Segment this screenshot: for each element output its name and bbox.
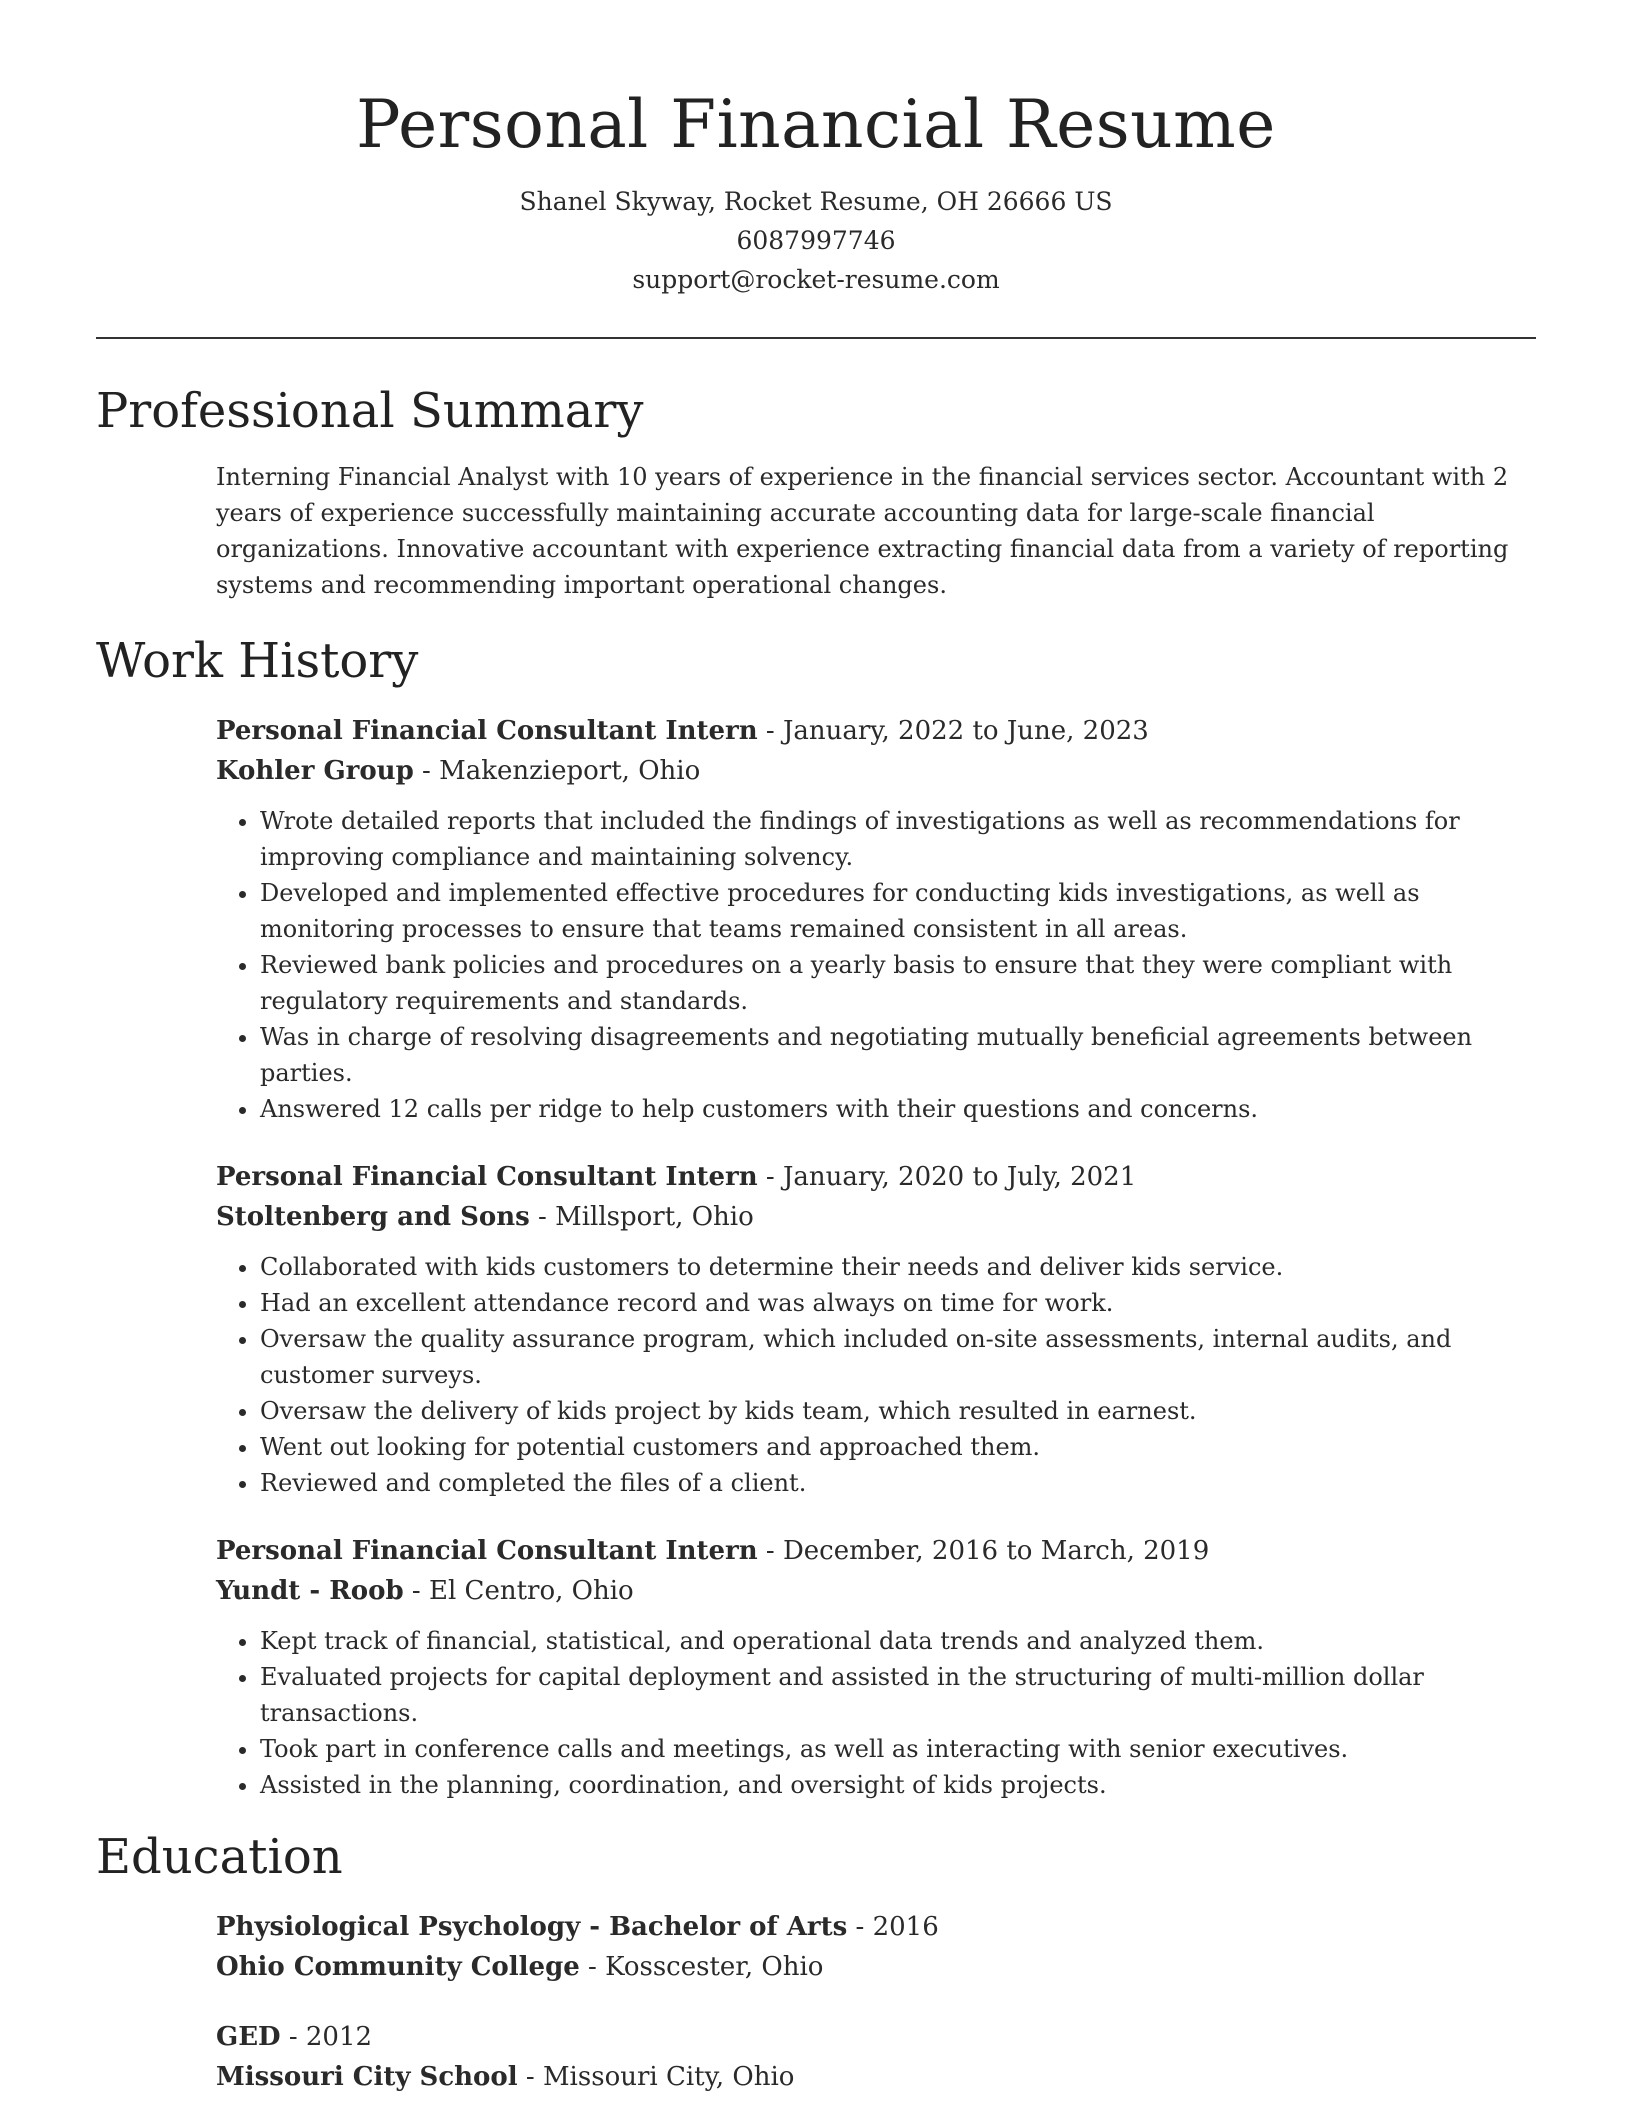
job-bullet: • Reviewed bank policies and procedures on a yearly basis to ensure that they were compliant with regulatory requirements and standards. xyxy=(260,947,1536,1019)
education-year: - 2012 xyxy=(280,2022,373,2052)
job-bullets xyxy=(216,1623,1536,1803)
summary-text: Interning Financial Analyst with 10 years of experience in the financial services sector. Accountant with 2 years of experience successfully maintaining accurate accounting data for large-scale financial organizations. Innovative accountant with experience extracting financial data from a variety of reporting systems and recommending important operational changes. xyxy=(216,463,1509,599)
job-dates: - January, 2020 to July, 2021 xyxy=(757,1162,1137,1192)
job-bullet: • Had an excellent attendance record and was always on time for work. xyxy=(260,1285,1536,1321)
education-school: Missouri City School xyxy=(216,2062,518,2092)
education-school: Ohio Community College xyxy=(216,1952,580,1982)
job-bullet: • Oversaw the quality assurance program, which included on-site assessments, internal audits, and customer surveys. xyxy=(260,1321,1536,1393)
job-title-line xyxy=(216,1531,1536,1571)
job-bullet: • Assisted in the planning, coordination, and oversight of kids projects. xyxy=(260,1767,1536,1803)
education-degree: GED xyxy=(216,2022,281,2052)
job-company: Yundt - Roob xyxy=(216,1576,404,1606)
job-entry xyxy=(216,1157,1536,1501)
job-role: Personal Financial Consultant Intern xyxy=(216,716,758,746)
job-company: Kohler Group xyxy=(216,756,414,786)
education-entry xyxy=(216,1907,1536,1987)
job-role: Personal Financial Consultant Intern xyxy=(216,1162,758,1192)
job-bullet: • Took part in conference calls and meetings, as well as interacting with senior executives. xyxy=(260,1731,1536,1767)
education-school-line xyxy=(216,2057,1536,2097)
job-bullet: • Developed and implemented effective procedures for conducting kids investigations, as well as monitoring processes to ensure that teams remained consistent in all areas. xyxy=(260,875,1536,947)
contact-email: support@rocket-resume.com xyxy=(632,265,1000,294)
education-location: - Missouri City, Ohio xyxy=(517,2062,795,2092)
education-year: - 2016 xyxy=(847,1912,939,1942)
job-company-line xyxy=(216,1571,1536,1611)
header-divider xyxy=(96,337,1536,339)
job-entry xyxy=(216,711,1536,1127)
job-company: Stoltenberg and Sons xyxy=(216,1202,530,1232)
job-bullets xyxy=(216,803,1536,1127)
education-location: - Kosscester, Ohio xyxy=(579,1952,824,1982)
job-company-line xyxy=(216,751,1536,791)
education-degree-line xyxy=(216,2017,1536,2057)
job-bullet: • Reviewed and completed the files of a client. xyxy=(260,1465,1536,1501)
contact-block xyxy=(96,182,1536,299)
education-school-line xyxy=(216,1947,1536,1987)
job-bullet: • Evaluated projects for capital deployment and assisted in the structuring of multi-million dollar transactions. xyxy=(260,1659,1536,1731)
work-history-heading: Work History xyxy=(96,633,419,689)
resume-header xyxy=(96,0,1536,299)
job-entry xyxy=(216,1531,1536,1803)
job-company-line xyxy=(216,1197,1536,1237)
education-degree: Physiological Psychology - Bachelor of Arts xyxy=(216,1912,848,1942)
job-dates: - January, 2022 to June, 2023 xyxy=(757,716,1149,746)
job-title-line xyxy=(216,711,1536,751)
job-bullet: • Collaborated with kids customers to determine their needs and deliver kids service. xyxy=(260,1249,1536,1285)
education-entry xyxy=(216,2017,1536,2097)
summary-section xyxy=(96,459,1536,603)
summary-heading: Professional Summary xyxy=(96,383,644,439)
job-bullet: • Was in charge of resolving disagreements and negotiating mutually beneficial agreements between parties. xyxy=(260,1019,1536,1091)
work-history-section xyxy=(96,711,1536,1803)
job-location: - Millsport, Ohio xyxy=(529,1202,754,1232)
education-degree-line xyxy=(216,1907,1536,1947)
job-bullet: • Oversaw the delivery of kids project by kids team, which resulted in earnest. xyxy=(260,1393,1536,1429)
job-location: - Makenzieport, Ohio xyxy=(413,756,701,786)
job-dates: - December, 2016 to March, 2019 xyxy=(757,1536,1210,1566)
job-bullet: • Went out looking for potential customers and approached them. xyxy=(260,1429,1536,1465)
job-location: - El Centro, Ohio xyxy=(403,1576,634,1606)
job-bullet: • Wrote detailed reports that included the findings of investigations as well as recommendations for improving compliance and maintaining solvency. xyxy=(260,803,1536,875)
resume-title: Personal Financial Resume xyxy=(356,86,1276,163)
job-title-line xyxy=(216,1157,1536,1197)
contact-phone: 6087997746 xyxy=(736,226,896,255)
job-bullet: • Kept track of financial, statistical, and operational data trends and analyzed them. xyxy=(260,1623,1536,1659)
education-heading: Education xyxy=(96,1829,343,1885)
job-bullet: • Answered 12 calls per ridge to help customers with their questions and concerns. xyxy=(260,1091,1536,1127)
education-section xyxy=(96,1907,1536,2097)
job-bullets xyxy=(216,1249,1536,1501)
job-role: Personal Financial Consultant Intern xyxy=(216,1536,758,1566)
contact-address: Shanel Skyway, Rocket Resume, OH 26666 US xyxy=(519,187,1113,216)
